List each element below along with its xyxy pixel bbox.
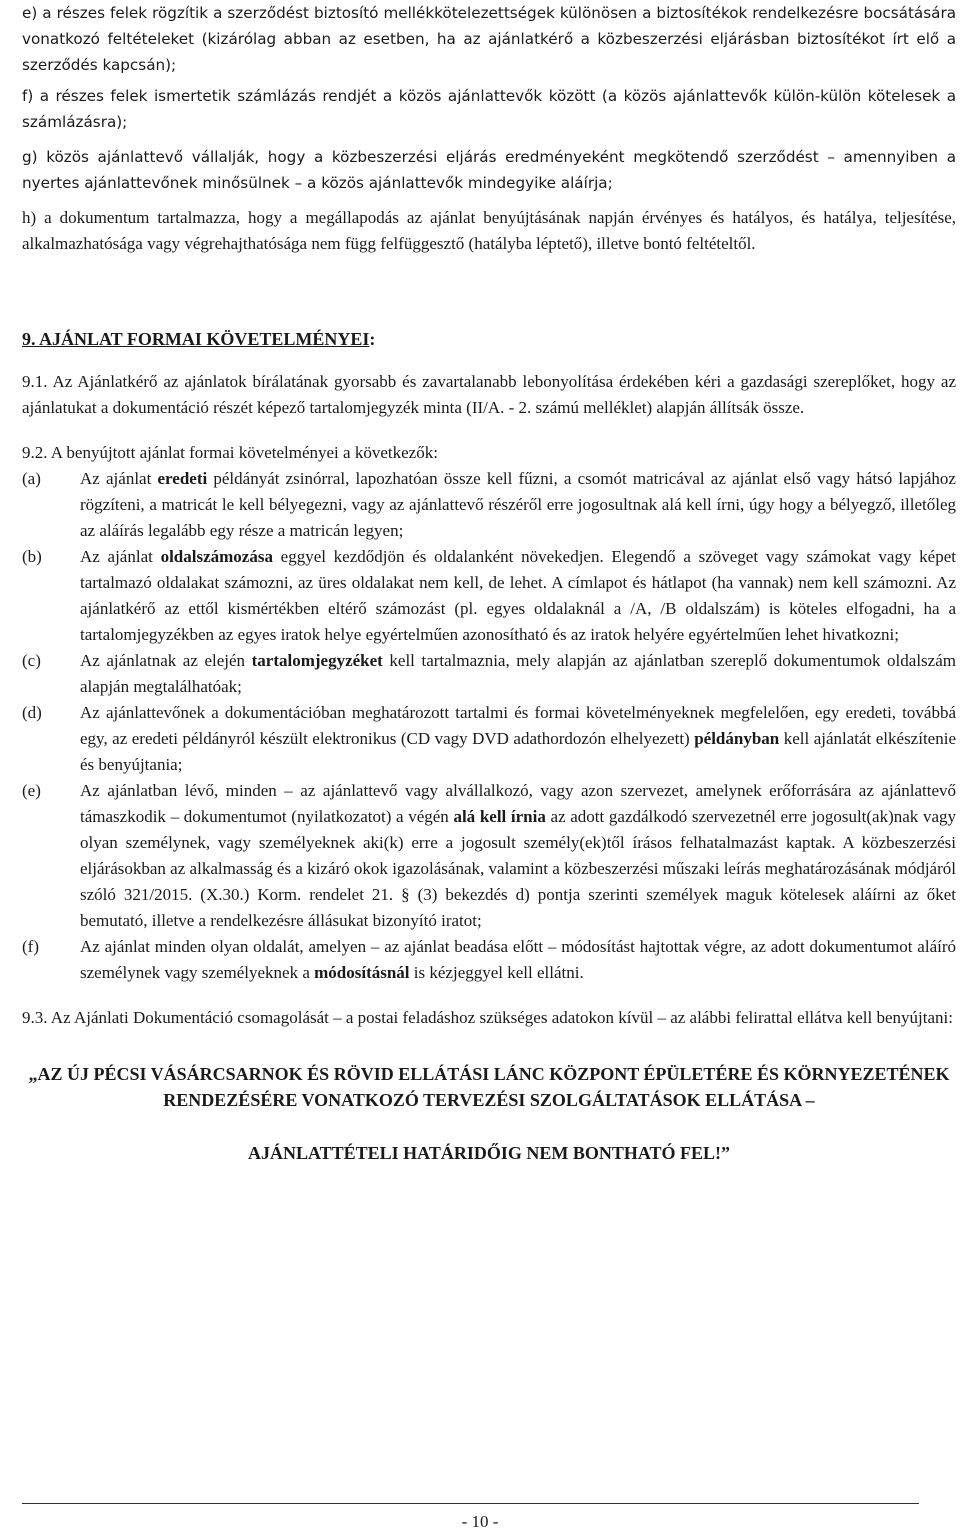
list-item-label: (e) <box>22 781 41 800</box>
list-item-text <box>80 778 956 934</box>
document-page <box>22 0 956 1166</box>
section-colon: : <box>369 329 376 349</box>
list-item-text <box>80 934 956 986</box>
list-item-label: (d) <box>22 703 42 722</box>
paragraph-h: h) a dokumentum tartalmazza, hogy a megállapodás az ajánlat benyújtásának napján érvényes és hatályos, és hatálya, teljesítése, alkalmazhatósága vagy végrehajthatósága nem függ felfüggesztő (hatályba léptető), illetve bontó feltételtől. <box>22 208 956 253</box>
envelope-label-warning: AJÁNLATTÉTELI HATÁRIDŐIG NEM BONTHATÓ FEL!” <box>247 1143 731 1163</box>
list-item-text <box>80 466 956 544</box>
list-item-text-pre: Az ajánlatnak az elején <box>80 651 252 670</box>
list-item-text-post: kell tartalmaznia, mely alapján az ajánlatban szereplő dokumentumok oldalszám alapján megtalálhatóak; <box>80 651 956 696</box>
list-item <box>22 778 956 934</box>
list-item-emphasis: módosításnál <box>314 963 410 982</box>
list-item-label: (c) <box>22 651 41 670</box>
list-item-text-pre: Az ajánlattevőnek a dokumentációban meghatározott tartalmi és formai követelményeknek megfelelően, egy eredeti, továbbá egy, az eredeti példányról készült elektronikus (CD vagy DVD adathordozón elhelyezett) <box>80 703 956 748</box>
paragraph-9-1: 9.1. Az Ajánlatkérő az ajánlatok bírálatának gyorsabb és zavartalanabb lebonyolítása érdekében kéri a gazdasági szereplőket, hogy az ajánlatukat a dokumentáció részét képező tartalomjegyzék minta (II/A. - 2. számú melléklet) alapján állítsák össze. <box>22 372 956 417</box>
list-item-text-pre: Az ajánlat minden olyan oldalát, amelyen – az ajánlat beadása előtt – módosítást hajtottak végre, az adott dokumentumot aláíró személynek vagy személyeknek a <box>80 937 956 982</box>
list-item-emphasis: oldalszámozása <box>160 547 273 566</box>
paragraph-e: e) a részes felek rögzítik a szerződést biztosító mellékkötelezettségek különösen a biztosítékok rendelkezésre bocsátására vonatkozó feltételeket (kizárólag abban az esetben, ha az ajánlatkérő a közbeszerzési eljárásban biztosítékot írt elő a szerződés kapcsán); <box>22 4 956 74</box>
page-number: - 10 - <box>461 1512 499 1531</box>
list-item-emphasis: tartalomjegyzéket <box>251 651 383 670</box>
list-item-text <box>80 544 956 648</box>
list-item-text-pre: Az ajánlat <box>80 547 161 566</box>
list-item <box>22 648 956 700</box>
list-item-text-post: kell ajánlatát elkészítenie és benyújtania; <box>80 729 956 774</box>
list-item-label: (f) <box>22 937 39 956</box>
paragraph-f: f) a részes felek ismertetik számlázás rendjét a közös ajánlattevők között (a közös ajánlattevők külön-külön kötelesek a számlázásra); <box>22 87 956 131</box>
list-item <box>22 934 956 986</box>
list-item-label: (b) <box>22 547 42 566</box>
paragraph-g: g) közös ajánlattevő vállalják, hogy a közbeszerzési eljárás eredményeként megkötendő szerződést – amennyiben a nyertes ajánlattevőnek minősülnek – a közös ajánlattevők mindegyike aláírja; <box>22 148 956 192</box>
list-item-emphasis: példányban <box>694 729 780 748</box>
list-item-text <box>80 700 956 778</box>
list-item <box>22 466 956 544</box>
list-item-text-post: is kézjeggyel kell ellátni. <box>409 963 584 982</box>
paragraph-9-2-intro: 9.2. A benyújtott ajánlat formai követelményei a következők: <box>22 443 438 462</box>
list-item <box>22 544 956 648</box>
list-item-text <box>80 648 956 700</box>
section-heading <box>22 329 956 350</box>
section-title: 9. AJÁNLAT FORMAI KÖVETELMÉNYEI <box>22 329 370 349</box>
list-item-text-pre: Az ajánlatban lévő, minden – az ajánlattevő vagy alvállalkozó, vagy azon szervezet, amelynek erőforrására az ajánlattevő támaszkodik – dokumentumot (nyilatkozatot) a végén <box>80 781 956 826</box>
paragraph-9-3: 9.3. Az Ajánlati Dokumentáció csomagolását – a postai feladáshoz szükséges adatokon kívül – az alábbi felirattal ellátva kell benyújtani: <box>22 1008 953 1027</box>
list-item-text-post: az adott gazdálkodó szervezetnél erre jogosult(ak)nak vagy olyan személynek, vagy személyeknek aki(k) erre a jogosult személy(ek)től írásos felhatalmazást kaptak. A közbeszerzési eljárásokban az alkalmasság és a kizáró okok igazolásának, valamint a közbeszerzési műszaki leírás meghatározásának módjáról szóló 321/2015. (X.30.) Korm. rendelet 21. § (3) bekezdés d) pontja szerinti személyek maguk kötelesek aláírni az őket bemutató, illetve a rendelkezésre állásukat bizonyító iratot; <box>80 807 956 930</box>
list-item-label: (a) <box>22 469 41 488</box>
list-item-text-post: eggyel kezdődjön és oldalanként növekedjen. Elegendő a szöveget vagy számokat vagy képet tartalmazó oldalakat számozni, az üres oldalakat nem kell, de lehet. A címlapot és hátlapot (ha vannak) nem kell számozni. Az ajánlatkérő az ettől kismértékben eltérő számozást (pl. egyes oldalaknál a /A, /B oldalszám) is köteles elfogadni, ha a tartalomjegyzékben az egyes iratok helye egyértelműen azonosítható és az iratok helyére egyértelműen lehet hivatkozni; <box>80 547 956 644</box>
list-item-emphasis: alá kell írnia <box>453 807 546 826</box>
requirements-list <box>22 466 956 986</box>
list-item-text-pre: Az ajánlat <box>80 469 158 488</box>
list-item <box>22 700 956 778</box>
list-item-text-post: példányát zsinórral, lapozhatóan össze kell fűzni, a csomót matricával az ajánlat első vagy hátsó lapjához rögzíteni, a matricát le kell bélyegezni, vagy az ajánlattevő részéről erre jogosultnak alá kell írni, úgy hogy a bélyegző, illetőleg az aláírás legalább egy része a matricán legyen; <box>80 469 956 540</box>
list-item-emphasis: eredeti <box>157 469 208 488</box>
envelope-label-title: „AZ ÚJ PÉCSI VÁSÁRCSARNOK ÉS RÖVID ELLÁTÁSI LÁNC KÖZPONT ÉPÜLETÉRE ÉS KÖRNYEZETÉNEK RENDEZÉSÉRE VONATKOZÓ TERVEZÉSI SZOLGÁLTATÁSOK ELLÁTÁSA – <box>28 1064 950 1110</box>
footer-divider <box>22 1503 919 1504</box>
